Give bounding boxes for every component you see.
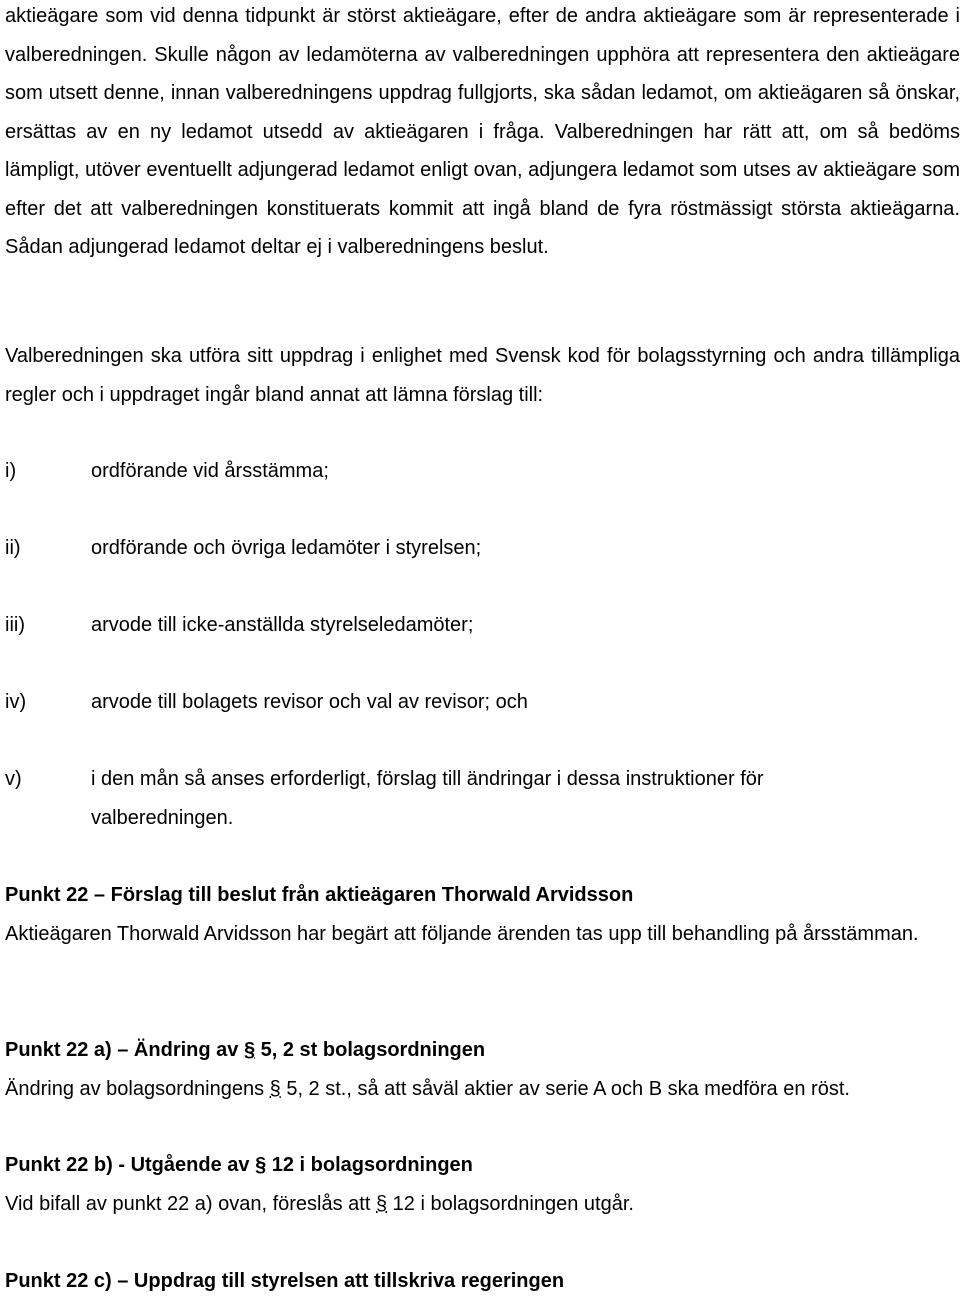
section-heading-punkt-22a	[5, 1031, 960, 1070]
paragraph-nomination-committee-tasks: Valberedningen ska utföra sitt uppdrag i enlighet med Svensk kod för bolagsstyrning och andra tillämpliga regler och i uppdraget ingår bland annat att lämna förslag till:	[5, 345, 960, 406]
list-item-text: arvode till icke-anställda styrelseledamöter;	[91, 614, 474, 636]
heading-text: 12 i bolagsordningen	[266, 1154, 473, 1176]
list-item-text: arvode till bolagets revisor och val av revisor; och	[91, 691, 528, 713]
body-text: Vid bifall av punkt 22 a) ovan, föreslås att	[5, 1193, 376, 1215]
heading-text: 5, 2 st bolagsordningen	[255, 1039, 486, 1061]
list-item-number: i)	[5, 460, 17, 482]
body-text: 12 i bolagsordningen utgår.	[387, 1193, 634, 1215]
heading-text: Punkt 22 b) - Utgående av	[5, 1154, 256, 1176]
section-heading-punkt-22c: Punkt 22 c) – Uppdrag till styrelsen att tillskriva regeringen	[5, 1270, 565, 1292]
list-item-number: v)	[5, 768, 22, 790]
list-item-text: ordförande och övriga ledamöter i styrelsen;	[91, 537, 482, 559]
section-body-punkt-22b	[5, 1185, 960, 1224]
list-item-number: iii)	[5, 614, 25, 636]
list-item-number: ii)	[5, 537, 21, 559]
section-heading-punkt-22: Punkt 22 – Förslag till beslut från aktieägaren Thorwald Arvidsson	[5, 884, 634, 906]
section-sign: §	[269, 1078, 281, 1100]
body-text: 5, 2 st., så att såväl aktier av serie A och B ska medföra en röst.	[280, 1078, 850, 1100]
list-item-text: i den mån så anses erforderligt, förslag till ändringar i dessa instruktioner för valberedningen.	[91, 768, 764, 829]
heading-text: Punkt 22 a) – Ändring av	[5, 1039, 244, 1061]
section-sign: §	[375, 1193, 388, 1215]
section-heading-punkt-22b	[5, 1146, 960, 1185]
list-item-text: ordförande vid årsstämma;	[91, 460, 329, 482]
section-sign: §	[243, 1039, 256, 1061]
section-sign: §	[255, 1154, 267, 1176]
list-item-number: iv)	[5, 691, 27, 713]
section-body-punkt-22: Aktieägaren Thorwald Arvidsson har begärt att följande ärenden tas upp till behandling på årsstämman.	[5, 923, 919, 945]
body-text: Ändring av bolagsordningens	[5, 1078, 270, 1100]
section-body-punkt-22a	[5, 1070, 960, 1109]
paragraph-nomination-committee-members: aktieägare som vid denna tidpunkt är störst aktieägare, efter de andra aktieägare som är representerade i valberedningen. Skulle någon av ledamöterna av valberedningen upphöra att representera den aktieägare som utsett denne, innan valberedningens uppdrag fullgjorts, ska sådan ledamot, om aktieägaren så önskar, ersättas av en ny ledamot utsedd av aktieägaren i fråga. Valberedningen har rätt att, om så bedöms lämpligt, utöver eventuellt adjungerad ledamot enligt ovan, adjungera ledamot som utses av aktieägare som efter det att valberedningen konstituerats kommit att ingå bland de fyra röstmässigt största aktieägarna. Sådan adjungerad ledamot deltar ej i valberedningens beslut.	[5, 5, 960, 258]
